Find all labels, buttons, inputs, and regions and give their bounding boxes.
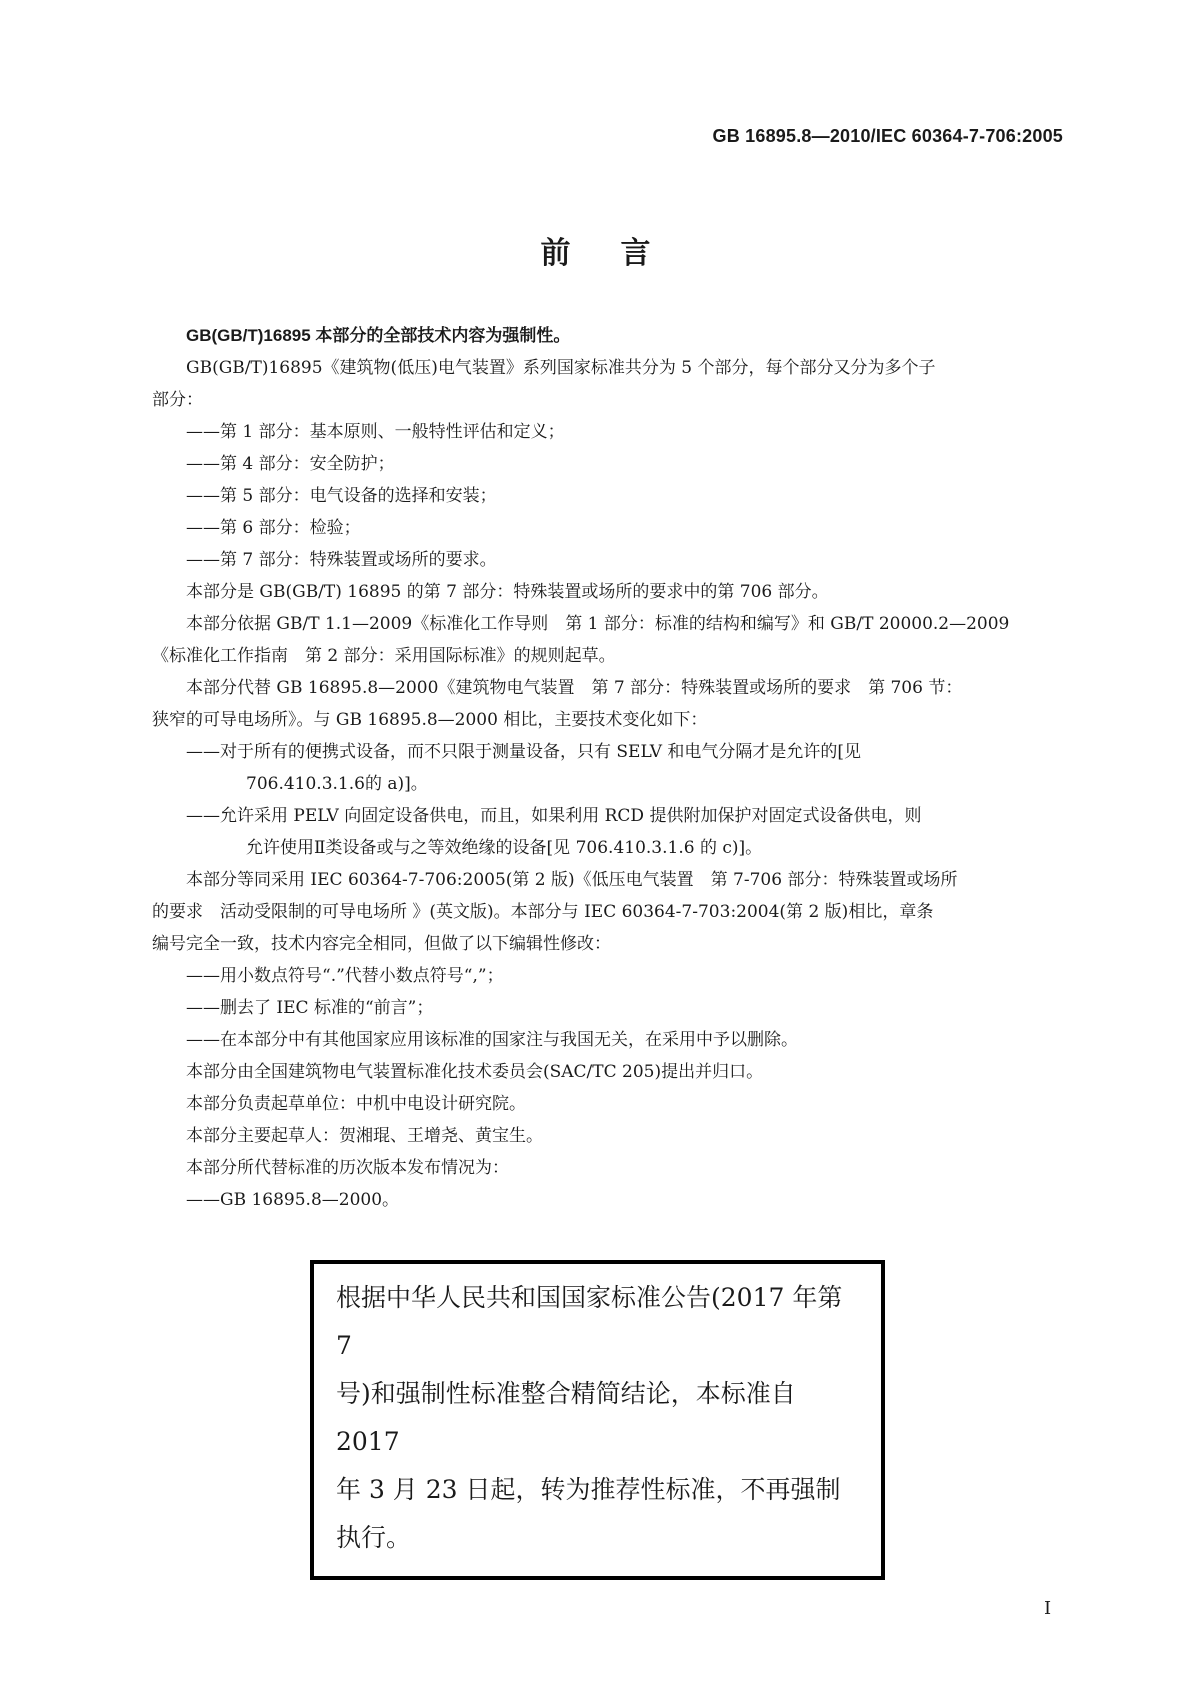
foreword-body — [152, 320, 1057, 1216]
change-line: ——对于所有的便携式设备，而不只限于测量设备，只有 SELV 和电气分隔才是允许的[见 — [186, 742, 862, 762]
list-item-part: ——第 1 部分：基本原则、一般特性评估和定义； — [186, 422, 565, 442]
change-line-cont: 706.410.3.1.6的 a)]。 — [246, 774, 428, 794]
paragraph-drafting-unit: 本部分负责起草单位：中机中电设计研究院。 — [186, 1094, 526, 1114]
paragraph-drafting-basis-cont: 《标准化工作指南 第 2 部分：采用国际标准》的规则起草。 — [152, 646, 616, 666]
paragraph-equivalence-cont: 的要求 活动受限制的可导电场所 》(英文版)。本部分与 IEC 60364-7-703:2004(第 2 版)相比，章条 — [152, 902, 934, 922]
list-item-edit: ——在本部分中有其他国家应用该标准的国家注与我国无关，在采用中予以删除。 — [186, 1030, 798, 1050]
list-item-edit: ——用小数点符号“.”代替小数点符号“,”； — [186, 966, 504, 986]
notice-line: 年 3 月 23 日起，转为推荐性标准，不再强制执行。 — [336, 1475, 841, 1552]
paragraph-part-scope: 本部分是 GB(GB/T) 16895 的第 7 部分：特殊装置或场所的要求中的第 706 部分。 — [186, 582, 829, 602]
notice-box — [310, 1260, 885, 1580]
paragraph-series-intro-cont: 部分： — [152, 390, 203, 410]
paragraph-replaces-cont: 狭窄的可导电场所》。与 GB 16895.8—2000 相比，主要技术变化如下： — [152, 710, 708, 730]
page-title: 前言 — [540, 236, 701, 271]
notice-line: 号)和强制性标准整合精简结论，本标准自 2017 — [336, 1379, 796, 1456]
list-item-history: ——GB 16895.8—2000。 — [186, 1190, 400, 1210]
standard-code-header: GB 16895.8—2010/IEC 60364-7-706:2005 — [712, 126, 1063, 146]
change-line: ——允许采用 PELV 向固定设备供电，而且，如果利用 RCD 提供附加保护对固定式设备供电，则 — [186, 806, 922, 826]
mandatory-statement: GB(GB/T)16895 本部分的全部技术内容为强制性。 — [186, 326, 571, 345]
list-item-edit: ——删去了 IEC 标准的“前言”； — [186, 998, 434, 1018]
list-item-part: ——第 5 部分：电气设备的选择和安装； — [186, 486, 497, 506]
change-line-cont: 允许使用Ⅱ类设备或与之等效绝缘的设备[见 706.410.3.1.6 的 c)]。 — [246, 838, 763, 858]
paragraph-history: 本部分所代替标准的历次版本发布情况为： — [186, 1158, 509, 1178]
list-item-change — [152, 736, 1057, 800]
page-number: Ⅰ — [1044, 1598, 1052, 1619]
paragraph-drafting-basis: 本部分依据 GB/T 1.1—2009《标准化工作导则 第 1 部分：标准的结构和编写》和 GB/T 20000.2—2009 — [186, 614, 1010, 634]
notice-line: 根据中华人民共和国国家标准公告(2017 年第 7 — [336, 1283, 843, 1360]
list-item-part: ——第 4 部分：安全防护； — [186, 454, 395, 474]
list-item-part: ——第 7 部分：特殊装置或场所的要求。 — [186, 550, 497, 570]
paragraph-series-intro: GB(GB/T)16895《建筑物(低压)电气装置》系列国家标准共分为 5 个部分，每个部分又分为多个子 — [186, 358, 936, 378]
paragraph-equivalence-cont: 编号完全一致，技术内容完全相同，但做了以下编辑性修改： — [152, 934, 611, 954]
paragraph-equivalence: 本部分等同采用 IEC 60364-7-706:2005(第 2 版)《低压电气装置 第 7-706 部分：特殊装置或场所 — [186, 870, 958, 890]
paragraph-drafters: 本部分主要起草人：贺湘琨、王增尧、黄宝生。 — [186, 1126, 543, 1146]
paragraph-replaces: 本部分代替 GB 16895.8—2000《建筑物电气装置 第 7 部分：特殊装置或场所的要求 第 706 节： — [186, 678, 963, 698]
list-item-change — [152, 800, 1057, 864]
paragraph-proposer: 本部分由全国建筑物电气装置标准化技术委员会(SAC/TC 205)提出并归口。 — [186, 1062, 764, 1082]
list-item-part: ——第 6 部分：检验； — [186, 518, 361, 538]
